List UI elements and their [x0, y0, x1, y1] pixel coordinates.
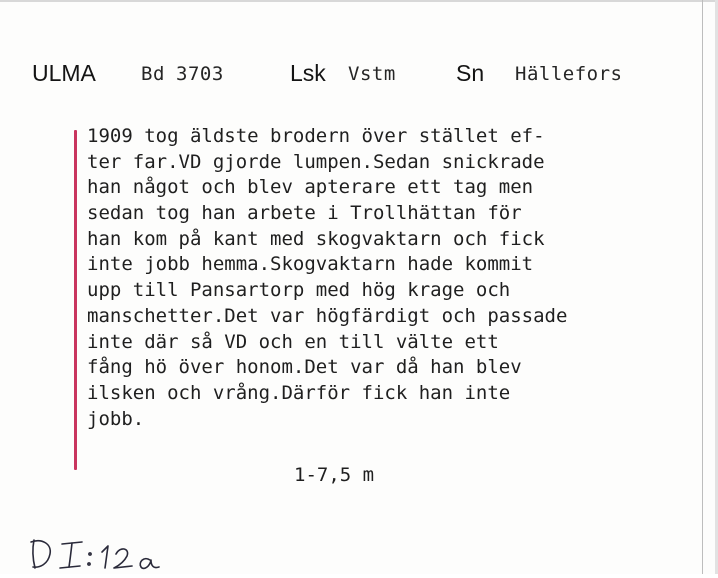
- text-line: 1909 tog äldste brodern över stället ef-: [87, 125, 545, 147]
- text-line: fång hö över honom.Det var då han blev: [87, 356, 522, 379]
- text-line: inte jobb hemma.Skogvaktarn hade kommit: [87, 253, 534, 276]
- county-label: Lsk: [290, 60, 326, 86]
- text-line: jobb.: [87, 407, 145, 430]
- record-label: Bd: [141, 63, 165, 85]
- text-line: han kom på kant med skogvaktarn och fick: [87, 227, 545, 250]
- text-line: inte där så VD och en till välte ett: [87, 330, 499, 353]
- text-line: han något och blev apterare ett tag men: [87, 176, 534, 199]
- measurement: 1-7,5 m: [294, 464, 375, 486]
- county-name: Vstm: [348, 63, 396, 85]
- handwritten-note: [28, 530, 188, 574]
- text-line: manschetter.Det var högfärdigt och passade: [87, 304, 568, 327]
- parish-name: Hällefors: [515, 63, 623, 85]
- record-text: [87, 124, 687, 432]
- text-line: sedan tog han arbete i Trollhättan för: [87, 202, 522, 225]
- card-top-edge: [0, 0, 718, 2]
- text-line: upp till Pansartorp med hög krage och: [87, 279, 511, 302]
- margin-rule: [74, 130, 77, 470]
- archive-name: ULMA: [32, 60, 96, 86]
- card-header: [0, 60, 718, 90]
- text-line: ter far.VD gjorde lumpen.Sedan snickrade: [87, 150, 545, 173]
- record-number: 3703: [176, 63, 224, 85]
- handwriting-drawing: [28, 530, 188, 574]
- text-line: ilsken och vrång.Därför fick han inte: [87, 381, 511, 404]
- parish-label: Sn: [456, 60, 485, 86]
